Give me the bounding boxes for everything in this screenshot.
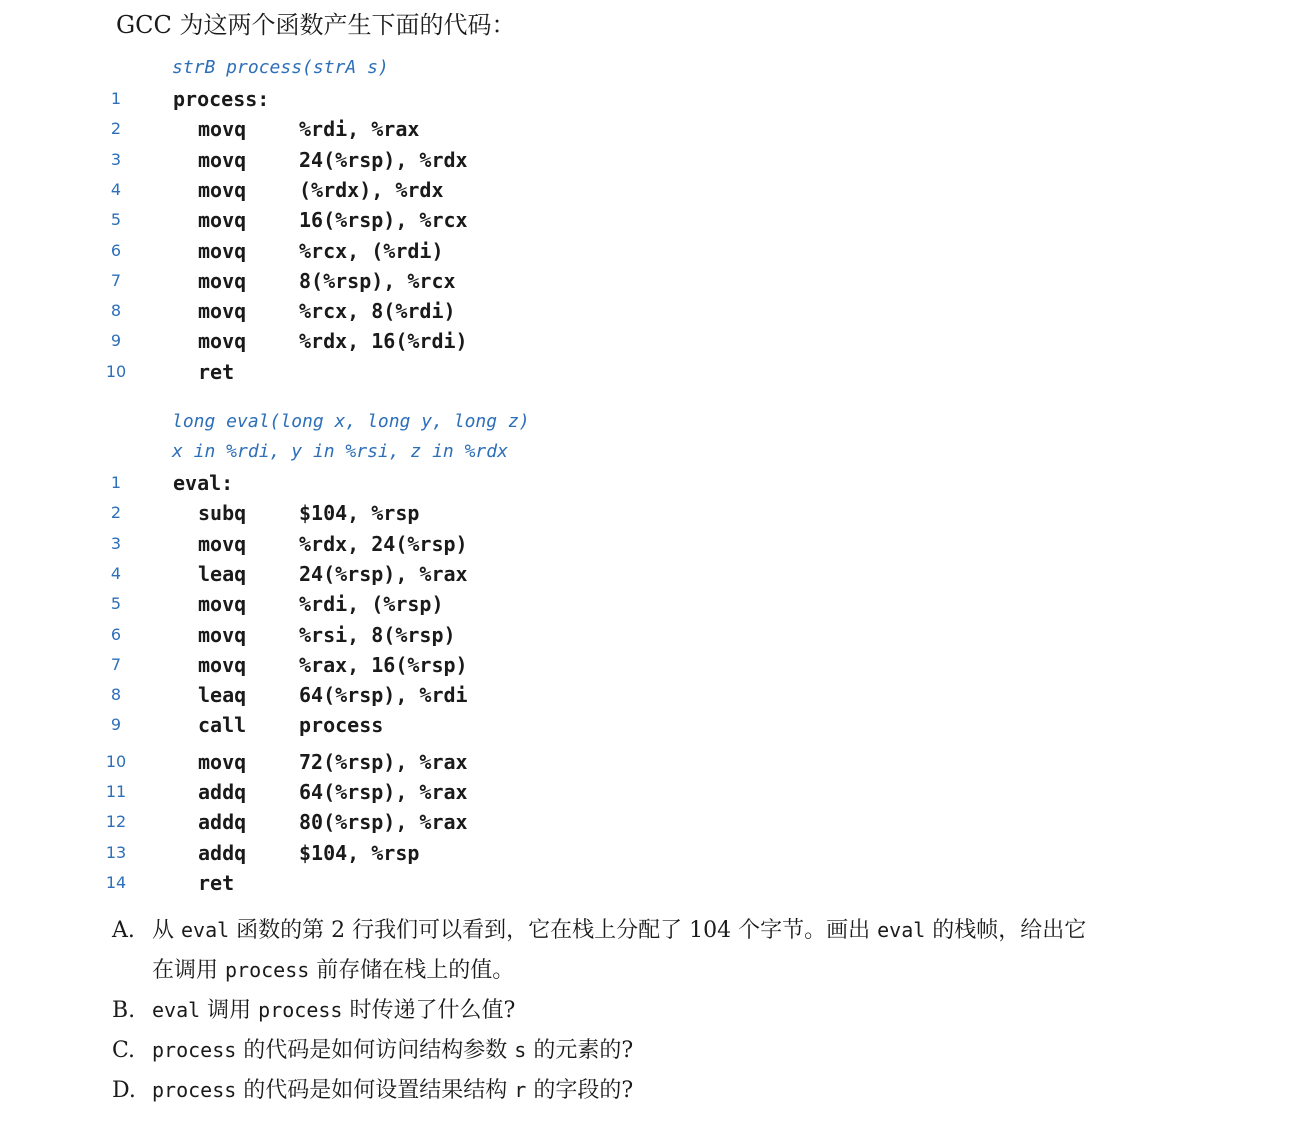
line-number: 8 xyxy=(110,685,122,705)
instruction-opcode: movq xyxy=(198,592,247,617)
line-number: 14 xyxy=(105,872,127,892)
instruction-operands: 72(%rsp), %rax xyxy=(299,749,468,774)
process-code-line-2 xyxy=(0,114,1304,144)
eval-code-line-14 xyxy=(0,868,1304,898)
eval-signature-comment: long eval(long x, long y, long z) xyxy=(172,411,530,432)
instruction-opcode: movq xyxy=(198,329,247,354)
line-number: 1 xyxy=(110,473,122,492)
instruction-operands: 24(%rsp), %rdx xyxy=(299,147,468,172)
process-code-line-10 xyxy=(0,357,1304,387)
process-code-line-6 xyxy=(0,236,1304,266)
line-number: 5 xyxy=(110,594,122,614)
instruction-operands: 80(%rsp), %rax xyxy=(299,810,468,835)
line-number: 2 xyxy=(110,503,122,523)
process-code-line-7 xyxy=(0,266,1304,296)
line-number: 5 xyxy=(110,210,122,230)
eval-code-line-4 xyxy=(0,559,1304,589)
line-number: 3 xyxy=(110,149,122,169)
line-number: 9 xyxy=(110,331,122,351)
instruction-operands: %rdi, (%rsp) xyxy=(299,592,444,617)
line-number: 1 xyxy=(110,89,122,108)
instruction-opcode: movq xyxy=(198,299,247,324)
question-a-continuation: 在调用 process 前存储在栈上的值。 xyxy=(152,958,515,983)
question-b: B. eval 调用 process 时传递了什么值? xyxy=(112,990,515,1031)
process-code-line-3 xyxy=(0,145,1304,175)
line-number: 4 xyxy=(110,563,122,583)
code-label: process: xyxy=(173,87,270,111)
line-number: 9 xyxy=(110,715,122,735)
line-number: 8 xyxy=(110,301,122,321)
line-number: 3 xyxy=(110,533,122,553)
instruction-opcode: leaq xyxy=(198,561,247,586)
line-number: 11 xyxy=(105,782,127,801)
instruction-opcode: ret xyxy=(198,359,235,384)
code-label: eval: xyxy=(173,471,234,495)
eval-code-line-7 xyxy=(0,650,1304,680)
instruction-opcode: movq xyxy=(198,268,247,293)
line-number: 13 xyxy=(105,842,127,862)
instruction-operands: $104, %rsp xyxy=(299,501,420,526)
line-number: 7 xyxy=(110,654,122,674)
process-code-line-5 xyxy=(0,205,1304,235)
eval-code-line-13 xyxy=(0,838,1304,868)
process-code-line-4 xyxy=(0,175,1304,205)
line-number: 2 xyxy=(110,119,122,139)
eval-code-line-5 xyxy=(0,589,1304,619)
eval-code-line-10 xyxy=(0,747,1304,777)
line-number: 6 xyxy=(110,624,122,644)
instruction-operands: 8(%rsp), %rcx xyxy=(299,268,456,293)
instruction-operands: 24(%rsp), %rax xyxy=(299,561,468,586)
instruction-opcode: movq xyxy=(198,147,247,172)
line-number: 10 xyxy=(105,751,127,771)
process-code-line-9 xyxy=(0,326,1304,356)
instruction-opcode: movq xyxy=(198,652,247,677)
instruction-opcode: movq xyxy=(198,117,247,142)
instruction-operands: %rdx, 24(%rsp) xyxy=(299,531,468,556)
eval-code-line-6 xyxy=(0,620,1304,650)
instruction-operands: %rcx, (%rdi) xyxy=(299,238,444,263)
process-code-line-8 xyxy=(0,296,1304,326)
instruction-operands: %rdx, 16(%rdi) xyxy=(299,329,468,354)
instruction-opcode: movq xyxy=(198,531,247,556)
eval-code-line-8 xyxy=(0,680,1304,710)
instruction-opcode: addq xyxy=(198,780,247,804)
eval-code-line-11 xyxy=(0,777,1304,807)
eval-code-line-1 xyxy=(0,468,1304,498)
line-number: 4 xyxy=(110,179,122,199)
question-a-tag: A. xyxy=(112,918,135,943)
instruction-operands: 16(%rsp), %rcx xyxy=(299,208,468,233)
eval-code-line-12 xyxy=(0,807,1304,837)
line-number: 7 xyxy=(110,270,122,290)
instruction-operands: %rdi, %rax xyxy=(299,117,420,142)
instruction-operands: %rsi, 8(%rsp) xyxy=(299,622,456,647)
question-d-tag: D. xyxy=(112,1078,136,1103)
instruction-operands: %rax, 16(%rsp) xyxy=(299,652,468,677)
instruction-opcode: movq xyxy=(198,208,247,233)
instruction-operands: %rcx, 8(%rdi) xyxy=(299,299,456,324)
instruction-operands: process xyxy=(299,713,384,738)
instruction-opcode: movq xyxy=(198,238,247,263)
line-number: 12 xyxy=(105,812,127,832)
instruction-opcode: addq xyxy=(198,840,247,865)
process-code-line-1 xyxy=(0,84,1304,114)
instruction-opcode: ret xyxy=(198,870,235,895)
eval-code-line-9 xyxy=(0,710,1304,740)
question-c-tag: C. xyxy=(112,1038,136,1063)
instruction-opcode: subq xyxy=(198,501,247,526)
question-b-tag: B. xyxy=(112,998,136,1023)
instruction-operands: $104, %rsp xyxy=(299,840,420,865)
instruction-opcode: addq xyxy=(198,810,247,835)
instruction-opcode: call xyxy=(198,713,247,738)
question-d: D. process 的代码是如何设置结果结构 r 的字段的? xyxy=(112,1070,633,1111)
line-number: 10 xyxy=(105,361,127,381)
question-a: A. 从 eval 函数的第 2 行我们可以看到，它在栈上分配了 104 个字节。画出 eval 的栈帧，给出它 xyxy=(112,910,1086,951)
instruction-opcode: movq xyxy=(198,749,247,774)
instruction-opcode: leaq xyxy=(198,683,247,708)
instruction-operands: 64(%rsp), %rdi xyxy=(299,683,468,708)
instruction-opcode: movq xyxy=(198,177,247,202)
line-number: 6 xyxy=(110,240,122,260)
intro-text: GCC 为这两个函数产生下面的代码： xyxy=(116,11,516,39)
eval-register-comment: x in %rdi, y in %rsi, z in %rdx xyxy=(172,441,508,462)
instruction-operands: (%rdx), %rdx xyxy=(299,177,444,202)
question-c: C. process 的代码是如何访问结构参数 s 的元素的? xyxy=(112,1030,633,1071)
eval-code-line-2 xyxy=(0,498,1304,528)
eval-code-line-3 xyxy=(0,529,1304,559)
instruction-opcode: movq xyxy=(198,622,247,647)
process-signature-comment: strB process(strA s) xyxy=(172,57,389,78)
instruction-operands: 64(%rsp), %rax xyxy=(299,780,468,804)
